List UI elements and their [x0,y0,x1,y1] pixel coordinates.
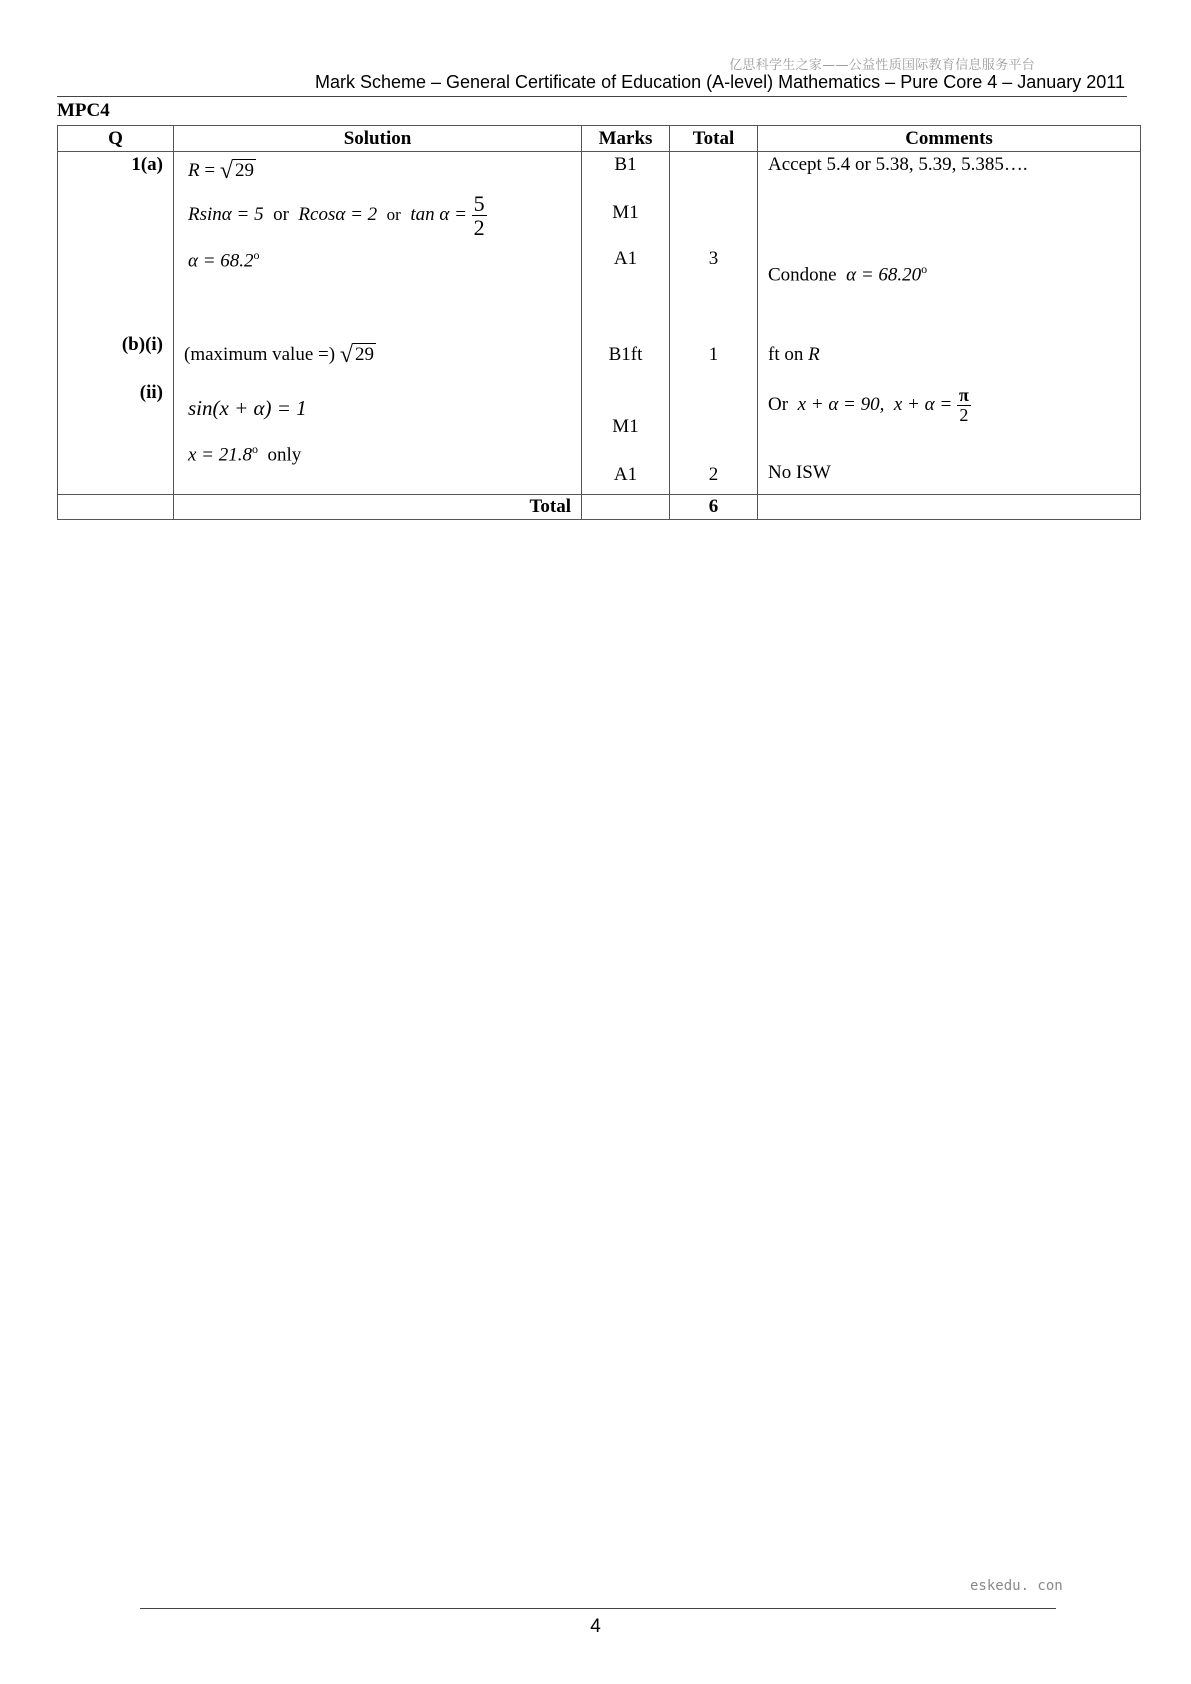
total-cell [670,152,758,495]
comment-no-isw: No ISW [768,462,831,483]
page-header: Mark Scheme – General Certificate of Education (A-level) Mathematics – Pure Core 4 – January 2011 [314,72,1125,92]
comment-condone: Condone $\alpha = 68.20^o$ [768,262,928,286]
section-label: MPC4 [57,100,110,121]
footer-watermark: eskedu. con [970,1578,1063,1594]
watermark-top: 亿思科学生之家——公益性质国际教育信息服务平台 [729,58,1035,73]
col-header-q: Q [58,126,174,152]
col-header-solution: Solution [174,126,582,152]
question-label: (b)(i) [121,334,163,355]
col-header-comments: Comments [758,126,1141,152]
mark-scheme-table [57,125,1141,520]
mark-value: A1 [613,248,638,269]
solution-r-value: R = √ 29 [188,158,254,184]
total-label: Total [174,495,582,520]
header-rule [57,96,1127,97]
mark-value: M1 [612,202,639,223]
comment-ft: ft on R [768,344,820,365]
comments-cell [758,152,1141,495]
mark-value: A1 [613,464,638,485]
total-row-marks [582,495,670,520]
table-row [58,152,1141,495]
marks-cell [582,152,670,495]
comment-accept: Accept 5.4 or 5.38, 5.39, 5.385…. [768,154,1028,175]
solution-maximum: (maximum value =) √ 29 [184,342,374,368]
grand-total: 6 [670,495,758,520]
mark-value: B1ft [608,344,643,365]
solution-sin-equation: sin(x + α) = 1 [188,396,307,420]
total-value: 1 [708,344,719,365]
question-label: 1(a) [131,154,163,175]
total-row-comments [758,495,1141,520]
solution-x-result: $x = 21.8^o$ only [188,442,302,466]
total-value: 3 [708,248,719,269]
table-header-row [58,126,1141,152]
question-cell [58,152,174,495]
comment-or: Or x + α = 90, x + α = $\frac{\pi}{2}$ [768,385,969,425]
mark-value: M1 [612,416,639,437]
solution-cell [174,152,582,495]
total-row-q [58,495,174,520]
solution-equations: Rsinα = 5 or Rcosα = 2 or tan α = $\frac{5}{2}$ [188,191,485,241]
question-label: (ii) [139,382,163,403]
footer-rule [140,1608,1056,1609]
col-header-total: Total [670,126,758,152]
mark-value: B1 [614,154,637,175]
col-header-marks: Marks [582,126,670,152]
page-number: 4 [590,1616,601,1637]
total-value: 2 [708,464,719,485]
table-total-row [58,495,1141,520]
solution-alpha: $\alpha = 68.2^o$ [188,248,260,272]
